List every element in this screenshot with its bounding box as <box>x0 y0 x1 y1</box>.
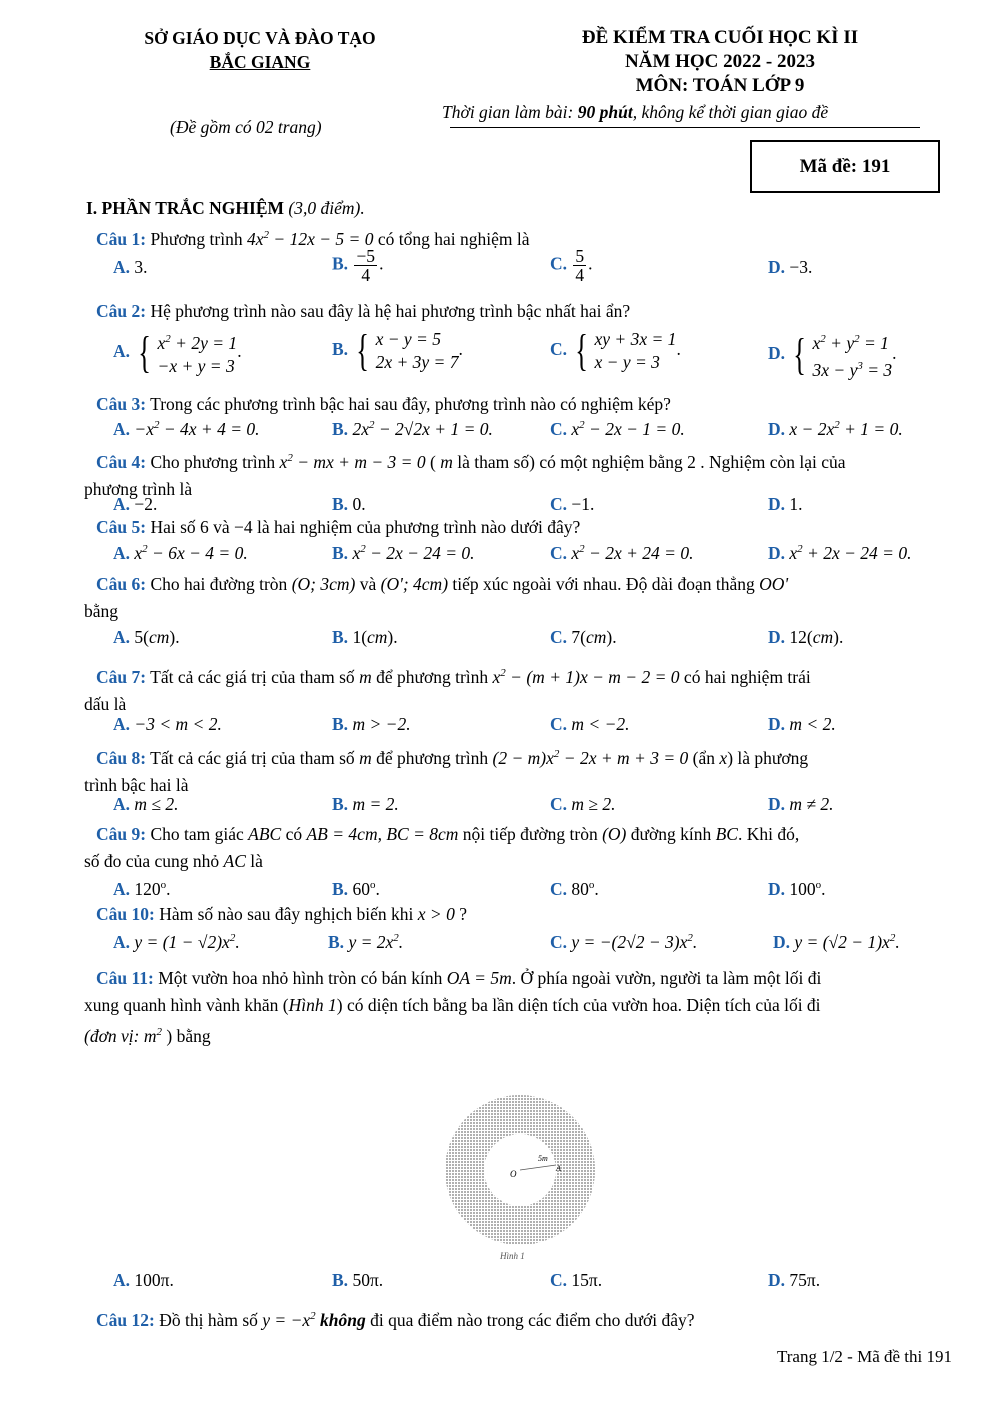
q4-option-b[interactable]: B. 0. <box>332 494 366 514</box>
q7-option-c[interactable]: C. m < −2. <box>550 714 630 734</box>
figure-annulus <box>440 1095 600 1265</box>
q10-option-b[interactable]: B. $y = 2x^2$. <box>328 932 404 952</box>
question-8: Câu 8: Tất cả các giá trị của tham số m để phương trình $(2 - m)x^2 - 2x + m + 3 = 0$ (ẩn x) là phương trình bậc hai là <box>84 747 809 795</box>
exam-title: ĐỀ KIỂM TRA CUỐI HỌC KÌ II <box>581 27 859 48</box>
q1-option-d[interactable]: D. −3. <box>768 257 813 277</box>
q2-option-b[interactable]: B. { x − y = 5 2x + 3y = 7 . <box>332 326 463 375</box>
q11-option-a[interactable]: A. 100π. <box>113 1270 174 1290</box>
department-header <box>85 26 435 74</box>
question-6: Câu 6: Cho hai đường tròn (O; 3cm) và (O'; 4cm) tiếp xúc ngoài với nhau. Độ dài đoạn thẳng OO' bằng <box>84 574 789 621</box>
q9-option-d[interactable]: D. 100$^o$. <box>768 879 826 899</box>
question-12: Câu 12: Đồ thị hàm số $y = -x^2$ không đi qua điểm nào trong các điểm cho dưới đây? <box>96 1309 695 1330</box>
label-a: A <box>556 1164 561 1173</box>
q11-option-c[interactable]: C. 15π. <box>550 1270 603 1290</box>
q3-option-b[interactable]: B. $2x^2 - 2√2x + 1 = 0$. <box>332 419 493 439</box>
dept-line2: BẮC GIANG <box>209 52 311 72</box>
q8-option-d[interactable]: D. m ≠ 2. <box>768 794 834 814</box>
question-11: Câu 11: Một vườn hoa nhỏ hình tròn có bán kính OA = 5m. Ở phía ngoài vườn, người ta làm một lối đi xung quanh hình vành khăn (Hình 1) có diện tích bằng ba lần diện tích của vườn hoa. Diện tích của lối đi (đơn vị: $m^2$ ) bằng <box>84 968 822 1046</box>
label-o: O <box>510 1169 517 1179</box>
q2-option-d[interactable]: D. { $x^2 + y^2 = 1$ $3x - y^3 = 3$ . <box>768 329 897 380</box>
label-radius: 5m <box>538 1154 548 1163</box>
question-5: Câu 5: Hai số 6 và −4 là hai nghiệm của phương trình nào dưới đây? <box>96 517 581 537</box>
q10-option-a[interactable]: A. $y = (1 - √2)x^2$. <box>113 932 240 952</box>
q11-option-b[interactable]: B. 50π. <box>332 1270 384 1290</box>
question-2: Câu 2: Hệ phương trình nào sau đây là hệ hai phương trình bậc nhất hai ẩn? <box>96 301 631 321</box>
question-7: Câu 7: Tất cả các giá trị của tham số m để phương trình $x^2 - (m + 1)x - m - 2 = 0$ có hai nghiệm trái dấu là <box>84 666 811 714</box>
q5-option-b[interactable]: B. $x^2 - 2x - 24 = 0$. <box>332 543 475 563</box>
q5-option-d[interactable]: D. $x^2 + 2x - 24 = 0$. <box>768 543 912 563</box>
q4-option-c[interactable]: C. −1. <box>550 494 595 514</box>
q3-option-d[interactable]: D. $x - 2x^2 + 1 = 0$. <box>768 419 903 439</box>
divider <box>450 127 920 128</box>
pages-note: (Đề gồm có 02 trang) <box>170 117 322 137</box>
q3-option-a[interactable]: A. $-x^2 - 4x + 4 = 0$. <box>113 419 260 439</box>
q1-option-a[interactable]: A. 3. <box>113 257 148 277</box>
q9-option-b[interactable]: B. 60$^o$. <box>332 879 380 899</box>
q5-option-a[interactable]: A. $x^2 - 6x - 4 = 0$. <box>113 543 248 563</box>
q10-option-d[interactable]: D. $y = (√2 - 1)x^2$. <box>773 932 900 952</box>
q11-option-d[interactable]: D. 75π. <box>768 1270 821 1290</box>
q7-option-d[interactable]: D. m < 2. <box>768 714 836 734</box>
q4-option-a[interactable]: A. −2. <box>113 494 158 514</box>
school-year: NĂM HỌC 2022 - 2023 <box>625 51 815 72</box>
q2-option-a[interactable]: A. { $x^2 + 2y = 1$ −x + y = 3 . <box>113 327 242 377</box>
subject: MÔN: TOÁN LỚP 9 <box>635 75 805 96</box>
question-3: Câu 3: Trong các phương trình bậc hai sau đây, phương trình nào có nghiệm kép? <box>96 394 671 414</box>
q10-option-c[interactable]: C. $y = -(2√2 - 3)x^2$. <box>550 932 698 952</box>
q9-option-c[interactable]: C. 80$^o$. <box>550 879 599 899</box>
q1-option-c[interactable]: C. $\frac{5}{4}$ . <box>550 246 593 285</box>
q6-option-b[interactable]: B. 1(cm). <box>332 627 398 647</box>
q6-option-d[interactable]: D. 12(cm). <box>768 627 844 647</box>
time-note: Thời gian làm bài: 90 phút, không kể thời gian giao đề <box>442 102 829 122</box>
section-title: I. PHẦN TRẮC NGHIỆM (3,0 điểm). <box>86 198 365 218</box>
q8-option-b[interactable]: B. m = 2. <box>332 794 399 814</box>
q3-option-c[interactable]: C. $x^2 - 2x - 1 = 0$. <box>550 419 685 439</box>
question-1: Câu 1: Phương trình $4x^2 - 12x - 5 = 0$ có tổng hai nghiệm là <box>96 228 530 249</box>
q2-option-c[interactable]: C. { xy + 3x = 1 x − y = 3 . <box>550 326 681 375</box>
figure-caption: Hình 1 <box>500 1251 525 1261</box>
q6-option-c[interactable]: C. 7(cm). <box>550 627 617 647</box>
q6-option-a[interactable]: A. 5(cm). <box>113 627 180 647</box>
q4-option-d[interactable]: D. 1. <box>768 494 803 514</box>
q1-option-b[interactable]: B. $\frac{-5}{4}$ . <box>332 246 384 285</box>
page-footer: Trang 1/2 - Mã đề thi 191 <box>776 1347 952 1366</box>
q8-option-a[interactable]: A. m ≤ 2. <box>113 794 179 814</box>
q9-option-a[interactable]: A. 120$^o$. <box>113 879 171 899</box>
dept-line1: SỞ GIÁO DỤC VÀ ĐÀO TẠO <box>144 28 376 48</box>
question-9: Câu 9: Cho tam giác ABC có AB = 4cm, BC = 8cm nội tiếp đường tròn (O) đường kính BC. Khi đó, số đo của cung nhỏ AC là <box>84 824 800 871</box>
exam-code-box: Mã đề: 191 <box>750 140 940 193</box>
q8-option-c[interactable]: C. m ≥ 2. <box>550 794 616 814</box>
q5-option-c[interactable]: C. $x^2 - 2x + 24 = 0$. <box>550 543 694 563</box>
question-4: Câu 4: Cho phương trình $x^2$ − mx + m − 3 = 0 ( m là tham số) có một nghiệm bằng 2 . Nghiệm còn lại của phương trình là <box>84 451 846 499</box>
q7-option-b[interactable]: B. m > −2. <box>332 714 411 734</box>
exam-header <box>470 26 970 98</box>
question-10: Câu 10: Hàm số nào sau đây nghịch biến khi x > 0 ? <box>96 904 467 924</box>
q7-option-a[interactable]: A. −3 < m < 2. <box>113 714 222 734</box>
